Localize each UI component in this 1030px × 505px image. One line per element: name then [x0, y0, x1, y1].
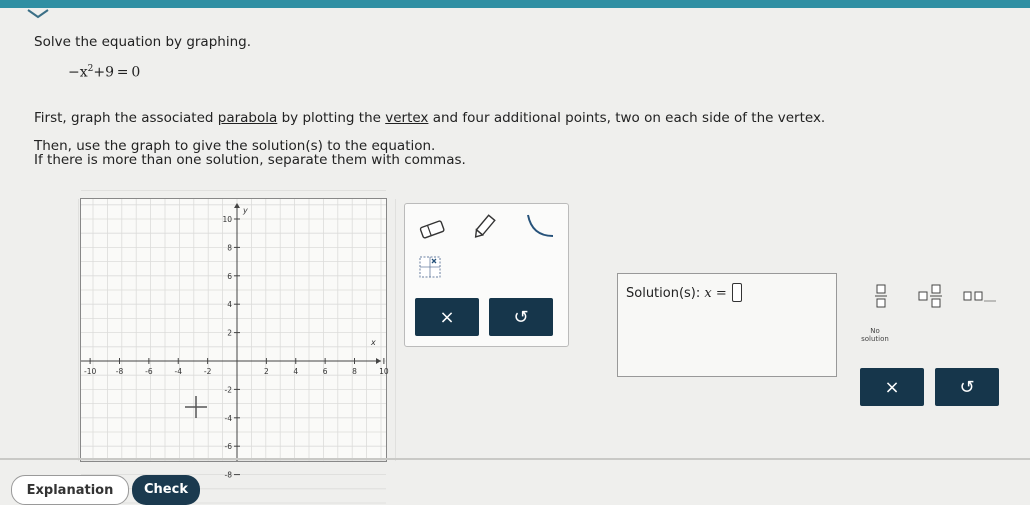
equation-exponent: 2 — [87, 64, 94, 74]
eraser-tool[interactable] — [415, 214, 449, 244]
y-tick-label: 2 — [227, 328, 232, 338]
y-tick-label: 6 — [227, 271, 232, 281]
equation-lead: −x — [68, 64, 88, 81]
x-tick-label: -10 — [83, 367, 97, 376]
x-axis-arrow — [376, 358, 381, 364]
x-tick-label: -2 — [203, 367, 212, 376]
top-bar — [0, 0, 1030, 8]
fraction-button[interactable] — [873, 283, 889, 312]
drawing-tools-panel — [404, 203, 569, 347]
x-tick-label: 8 — [352, 367, 357, 376]
x-tick-label: -4 — [174, 367, 182, 376]
directions-paragraph-1 — [34, 110, 825, 126]
mixed-number-icon — [917, 283, 945, 309]
x-tick-label: -8 — [115, 367, 124, 376]
directions-text-b: by plotting the — [277, 110, 386, 126]
answer-box — [617, 273, 837, 377]
vertex-link[interactable]: vertex — [385, 110, 429, 126]
explanation-button[interactable]: Explanation — [11, 475, 129, 505]
x-tick-label: 4 — [293, 367, 299, 376]
y-tick-label: 4 — [227, 300, 232, 310]
undo-answer-button[interactable]: ↺ — [935, 368, 999, 406]
directions-text-c: and four additional points, two on each side of the vertex. — [428, 110, 826, 126]
parabola-tool[interactable] — [523, 212, 557, 242]
directions-text-a: First, graph the associated — [34, 110, 218, 126]
footer-divider — [0, 458, 1030, 460]
parabola-link[interactable]: parabola — [217, 110, 278, 126]
directions-paragraph-2: Then, use the graph to give the solution(s) to the equation. — [34, 138, 436, 154]
solution-variable: x = — [704, 286, 727, 301]
fraction-icon — [873, 283, 889, 309]
pencil-icon — [469, 212, 499, 242]
x-tick-label: 2 — [263, 367, 269, 376]
pencil-tool[interactable] — [467, 212, 501, 242]
y-tick-label: -6 — [224, 442, 232, 452]
cursor-crosshair-icon — [185, 396, 207, 418]
comma-list-button[interactable] — [962, 286, 998, 309]
equation — [68, 64, 140, 81]
x-tick-label: 6 — [322, 367, 328, 376]
y-tick-label: -8 — [224, 470, 232, 480]
no-solution-button[interactable]: No solution — [861, 327, 889, 343]
y-tick-label: 10 — [222, 215, 232, 224]
y-tick-label: 8 — [227, 243, 232, 253]
x-axis-label: x — [371, 338, 376, 347]
undo-graph-button[interactable]: ↺ — [489, 298, 553, 336]
chevron-down-icon[interactable] — [24, 6, 52, 22]
y-axis-arrow — [234, 203, 240, 208]
x-tick-label: -6 — [145, 367, 153, 376]
clear-graph-button[interactable]: × — [415, 298, 479, 336]
graph-panel[interactable] — [80, 198, 389, 480]
parabola-icon — [523, 212, 557, 242]
y-tick-label: -4 — [224, 413, 232, 423]
equation-tail: +9 = 0 — [93, 64, 141, 81]
coordinate-grid[interactable] — [81, 199, 389, 480]
x-tick-label: 10 — [379, 367, 389, 376]
solution-label-text: Solution(s): — [626, 286, 705, 301]
y-tick-label: -2 — [224, 385, 232, 395]
check-button[interactable]: Check — [132, 475, 200, 505]
eraser-icon — [417, 217, 447, 241]
instruction-text: Solve the equation by graphing. — [34, 34, 252, 50]
axes — [81, 203, 384, 475]
directions-paragraph-3: If there is more than one solution, separate them with commas. — [34, 152, 466, 168]
comma-list-icon — [962, 286, 998, 306]
point-tool[interactable] — [417, 254, 443, 280]
solution-label — [626, 286, 727, 301]
solution-input[interactable] — [732, 283, 742, 302]
mixed-number-button[interactable] — [917, 283, 945, 312]
clear-answer-button[interactable]: × — [860, 368, 924, 406]
point-icon — [417, 254, 443, 280]
y-axis-label: y — [243, 206, 248, 215]
